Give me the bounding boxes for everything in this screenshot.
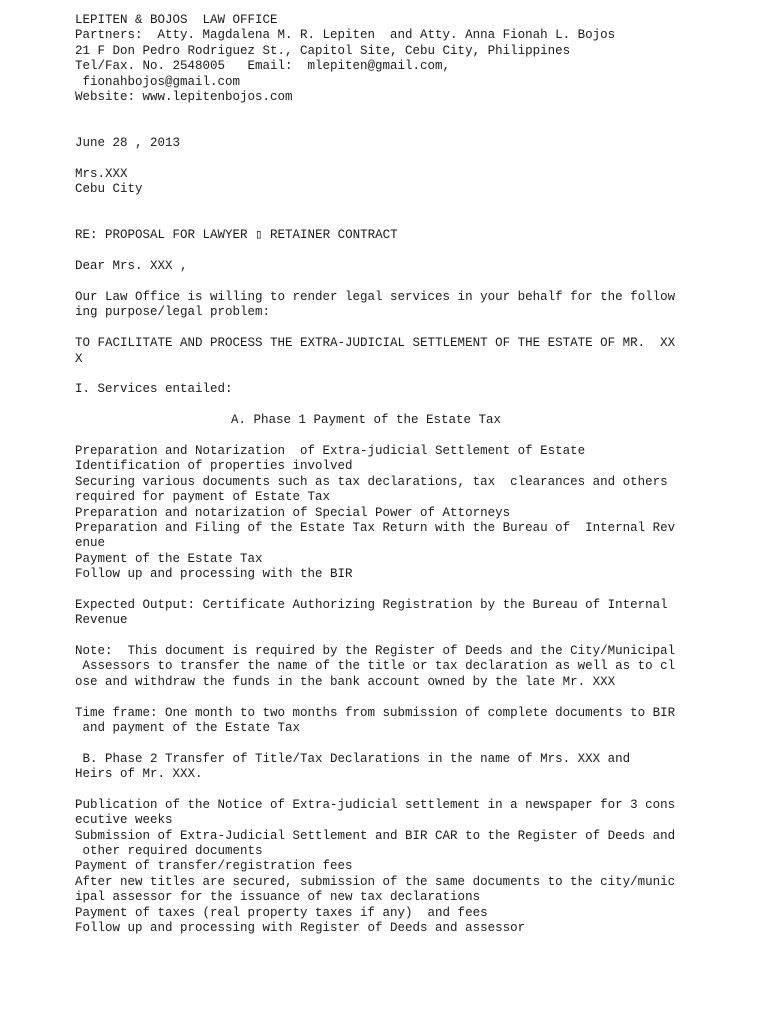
phase2-heading-line: B. Phase 2 Transfer of Title/Tax Declarations in the name of Mrs. XXX and [75,751,631,766]
contact-line: Tel/Fax. No. 2548005 Email: mlepiten@gmail.com, [75,59,451,74]
list-item: Preparation and Filing of the Estate Tax Return with the Bureau of Internal Rev [75,520,676,535]
note-line: Assessors to transfer the name of the title or tax declaration as well as to cl [75,659,676,674]
purpose-paragraph [75,336,735,367]
purpose-line: TO FACILITATE AND PROCESS THE EXTRA-JUDICIAL SETTLEMENT OF THE ESTATE OF MR. XX [75,336,676,351]
list-item: Preparation and notarization of Special Power of Attorneys [75,505,511,520]
phase1-heading: A. Phase 1 Payment of the Estate Tax [231,413,502,428]
list-item: Payment of the Estate Tax [75,551,263,566]
list-item: After new titles are secured, submission of the same documents to the city/munic [75,874,676,889]
recipient-name: Mrs.XXX [75,166,128,181]
phase2-list [75,798,735,937]
time-frame-line: Time frame: One month to two months from submission of complete documents to BIR [75,705,676,720]
recipient-city: Cebu City [75,182,143,197]
list-item: Submission of Extra-Judicial Settlement and BIR CAR to the Register of Deeds and [75,828,676,843]
list-item: Publication of the Notice of Extra-judicial settlement in a newspaper for 3 cons [75,797,676,812]
list-item: ipal assessor for the issuance of new tax declarations [75,890,481,905]
list-item: Follow up and processing with the BIR [75,567,353,582]
list-item: Securing various documents such as tax declarations, tax clearances and others [75,474,668,489]
salutation: Dear Mrs. XXX , [75,259,188,274]
contact-email-line: fionahbojos@gmail.com [75,74,241,89]
list-item: Preparation and Notarization of Extra-judicial Settlement of Estate [75,443,586,458]
expected-output-line: Revenue [75,613,128,628]
list-item: ecutive weeks [75,813,173,828]
phase2-heading [75,752,735,783]
partners-line: Partners: Atty. Magdalena M. R. Lepiten and Atty. Anna Fionah L. Bojos [75,28,616,43]
intro-line: ing purpose/legal problem: [75,305,271,320]
note-line: Note: This document is required by the Register of Deeds and the City/Municipal [75,644,676,659]
note-line: ose and withdraw the funds in the bank account owned by the late Mr. XXX [75,674,616,689]
re-line: RE: PROPOSAL FOR LAWYER ▯ RETAINER CONTRACT [75,228,398,243]
website-line: Website: www.lepitenbojos.com [75,89,293,104]
letter-page [75,13,735,936]
list-item: Follow up and processing with Register of Deeds and assessor [75,921,526,936]
recipient-block [75,167,735,198]
letter-date: June 28 , 2013 [75,136,181,151]
list-item: Identification of properties involved [75,459,353,474]
note-paragraph [75,644,735,690]
list-item: required for payment of Estate Tax [75,490,331,505]
services-heading: I. Services entailed: [75,382,233,397]
intro-line: Our Law Office is willing to render legal services in your behalf for the follow [75,290,676,305]
purpose-line: X [75,351,83,366]
expected-output [75,598,735,629]
phase1-list [75,444,735,583]
expected-output-line: Expected Output: Certificate Authorizing Registration by the Bureau of Internal [75,597,668,612]
list-item: enue [75,536,106,551]
letterhead [75,13,735,105]
firm-name: LEPITEN & BOJOS LAW OFFICE [75,13,278,27]
address-line: 21 F Don Pedro Rodriguez St., Capitol Site, Cebu City, Philippines [75,43,571,58]
list-item: other required documents [75,844,263,859]
list-item: Payment of transfer/registration fees [75,859,353,874]
phase2-heading-line: Heirs of Mr. XXX. [75,767,203,782]
time-frame-line: and payment of the Estate Tax [75,720,301,735]
list-item: Payment of taxes (real property taxes if any) and fees [75,905,488,920]
time-frame [75,706,735,737]
intro-paragraph [75,290,735,321]
